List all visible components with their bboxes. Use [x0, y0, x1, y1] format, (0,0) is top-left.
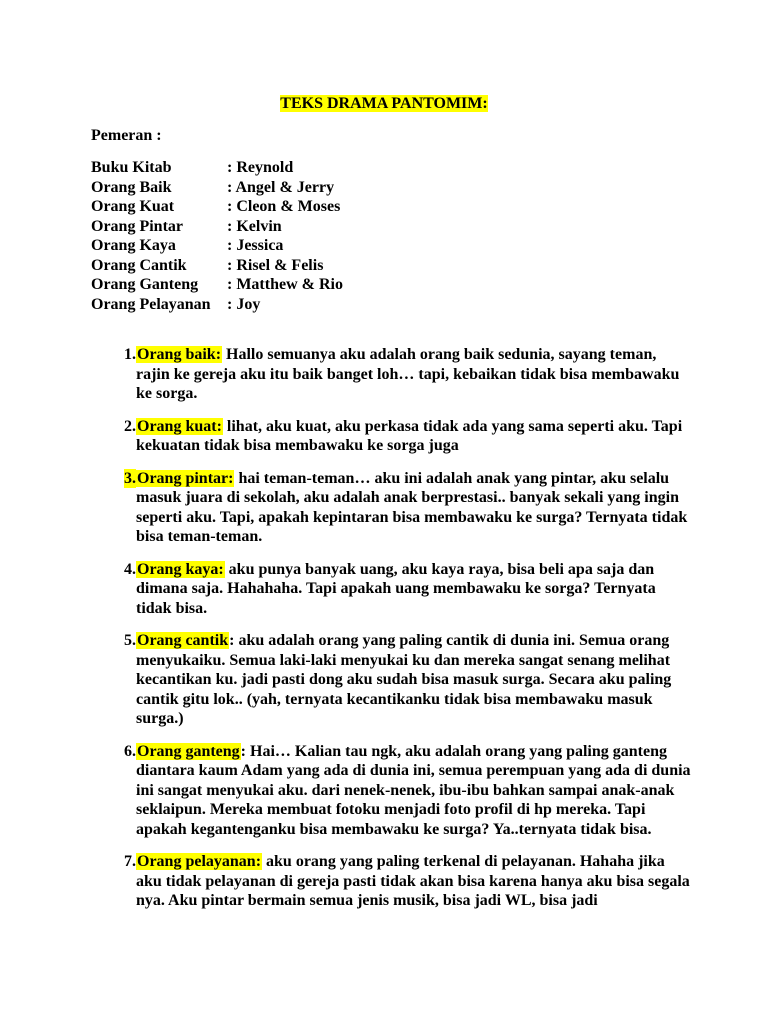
item-body: [136, 560, 691, 619]
cast-row: [91, 275, 343, 295]
speaker-label: Orang pintar:: [137, 469, 234, 487]
cast-role: Buku Kitab: [91, 159, 172, 176]
item-body: [136, 852, 691, 911]
cast-actor: : Angel & Jerry: [227, 178, 335, 196]
dialogue-text: aku orang yang paling terkenal di pelayanan. Hahaha jika aku tidak pelayanan di gereja pasti tidak akan bisa karena hanya aku bisa segala nya. Aku pintar bermain semua jenis musik, bisa jadi WL, bisa jadi: [136, 853, 690, 909]
item-number: 2.: [124, 417, 136, 435]
speaker-label: Orang kuat:: [137, 417, 222, 435]
cast-row: [91, 217, 343, 237]
dialogue-item: [91, 469, 691, 547]
cast-heading: Pemeran :: [91, 127, 162, 144]
dialogue-list: [91, 345, 691, 924]
dialogue-item: [91, 417, 691, 456]
dialogue-item: [91, 560, 691, 619]
item-number: 3.: [124, 469, 136, 487]
cast-row: [91, 158, 343, 178]
speaker-label: Orang kaya:: [137, 560, 224, 578]
item-body: [136, 631, 691, 729]
dialogue-item: [91, 742, 691, 840]
cast-role: Orang Pelayanan: [91, 295, 211, 313]
speaker-colon: :: [229, 632, 235, 649]
item-body: [136, 345, 691, 404]
dialogue-text: Hallo semuanya aku adalah orang baik sedunia, sayang teman, rajin ke gereja aku itu baik banget loh… tapi, kebaikan tidak bisa membawaku ke sorga.: [136, 346, 680, 402]
dialogue-text: lihat, aku kuat, aku perkasa tidak ada yang sama seperti aku. Tapi kekuatan tidak bisa membawaku ke sorga juga: [136, 417, 683, 454]
item-body: [136, 417, 691, 456]
item-body: [136, 742, 691, 840]
item-body: [136, 469, 691, 547]
dialogue-item: [91, 345, 691, 404]
dialogue-text: aku punya banyak uang, aku kaya raya, bisa beli apa saja dan dimana saja. Hahahaha. Tapi apakah uang membawaku ke sorga? Ternyata tidak bisa.: [136, 560, 656, 617]
cast-list: [91, 158, 343, 314]
dialogue-text: hai teman-teman… aku ini adalah anak yang pintar, aku selalu masuk juara di sekolah, aku adalah anak berprestasi.. banyak sekali yang ingin seperti aku. Tapi, apakah kepintaran bisa membawaku ke surga? Ternyata tidak bisa teman-teman.: [136, 469, 688, 545]
speaker-label: Orang ganteng: [137, 742, 240, 760]
cast-role: Orang Ganteng: [91, 276, 199, 293]
cast-role: Orang Kuat: [91, 198, 175, 215]
item-number: 5.: [124, 632, 136, 649]
dialogue-text: aku adalah orang yang paling cantik di dunia ini. Semua orang menyukaiku. Semua laki-laki menyukai ku dan mereka sangat senang melihat kecantikan ku. jadi pasti dong aku sudah bisa masuk surga. Secara aku paling cantik gitu lok.. (yah, ternyata kecantikanku tidak bisa membawaku masuk surga.): [136, 632, 672, 727]
speaker-label: Orang baik:: [137, 346, 222, 363]
speaker-label: Orang pelayanan:: [137, 853, 262, 870]
cast-actor: : Kelvin: [227, 217, 282, 235]
item-number: 4.: [124, 560, 136, 578]
dialogue-item: [91, 852, 691, 911]
cast-row: [91, 197, 343, 217]
speaker-label: Orang cantik: [137, 632, 229, 649]
cast-row: [91, 178, 343, 198]
cast-row: [91, 256, 343, 276]
cast-row: [91, 295, 343, 315]
title-text: TEKS DRAMA PANTOMIM:: [280, 95, 488, 112]
document-title: [0, 94, 768, 114]
cast-actor: : Matthew & Rio: [227, 276, 343, 293]
cast-row: [91, 236, 343, 256]
item-number: 7.: [124, 853, 136, 870]
dialogue-item: [91, 631, 691, 729]
cast-role: Orang Baik: [91, 178, 172, 196]
cast-actor: : Jessica: [227, 237, 284, 254]
cast-role: Orang Pintar: [91, 217, 183, 235]
cast-actor: : Cleon & Moses: [227, 198, 341, 215]
cast-actor: : Reynold: [227, 159, 294, 176]
cast-role: Orang Kaya: [91, 237, 176, 254]
cast-actor: : Joy: [227, 295, 261, 313]
dialogue-text: Hai… Kalian tau ngk, aku adalah orang yang paling ganteng diantara kaum Adam yang ada di dunia ini, semua perempuan yang ada di dunia ini sangat menyukai aku. dari nenek-nenek, ibu-ibu bahkan sampai anak-anak seklaipun. Mereka membuat fotoku menjadi foto profil di hp mereka. Tapi apakah kegantenganku bisa membawaku ke surga? Ya..ternyata tidak bisa.: [136, 742, 691, 838]
item-number: 6.: [124, 742, 136, 760]
item-number: 1.: [124, 346, 136, 363]
speaker-colon: :: [240, 742, 246, 760]
cast-actor: : Risel & Felis: [227, 256, 324, 274]
cast-role: Orang Cantik: [91, 256, 187, 274]
